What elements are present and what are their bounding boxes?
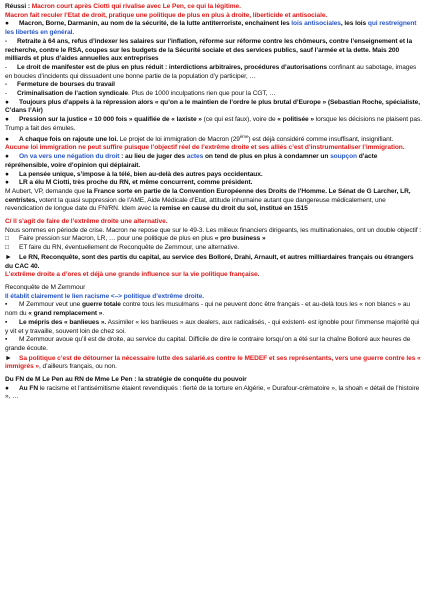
section-fn-heading: Du FN de M Le Pen au RN de Mme Le Pen : la stratégie de conquête du pouvoir xyxy=(5,376,247,384)
bullet-icon: ● xyxy=(5,20,9,28)
bullet-icon: ● xyxy=(5,98,9,106)
section-c-heading: C/ Il s’agit de faire de l’extrême droite une alternative. xyxy=(5,218,168,226)
paragraph-29: ● Au FN le racisme et l’antisémitisme étaient revendiqués : fierté de la torture en Algérie, « Durafour-crématoire », la shoah « détail de l’histoire », … xyxy=(5,384,420,401)
paragraph-7: - Criminalisation de l’action syndicale. Plus de 1000 inculpations rien que pour la CGT, … xyxy=(5,90,276,98)
paragraph-13: ● La pensée unique, s’impose à la télé, bien au-delà des autres pays occidentaux. xyxy=(5,170,263,178)
bullet-icon: ● xyxy=(5,179,9,187)
paragraph-12: ● On va vers une négation du droit : au lieu de juger des actes on tend de plus en plus à condamner un soupçon d’acte répréhensible, voire d’opinion qui déplairait. xyxy=(5,153,378,169)
square-icon: ▪ xyxy=(5,318,8,326)
paragraph-21: L’extrême droite a d’ores et déjà une grande influence sur la vie politique française. xyxy=(5,271,260,279)
paragraph-24: ▪ M Zemmour veut une guerre totale contre tous les musulmans - qui ne peuvent donc être français - et au-delà tous les « non blancs » au nom du « grand remplacement ». xyxy=(5,301,410,318)
paragraph-25: ▪ Le mépris des « banlieues ». Assimiler « les banlieues » aux dealers, aux radicalisés, - qui existent- est ignoble pour l’immense majorité qui y vit et y travaille, souvent loin de chez soi. xyxy=(5,318,420,335)
dash-icon: - xyxy=(5,63,8,71)
square-icon: ▪ xyxy=(5,336,8,344)
paragraph-10: ● A chaque fois on rajoute une loi. Le projet de loi immigration de Macron (29ème) est déjà considéré comme insuffisant, insignifiant. xyxy=(5,133,394,143)
bullet-icon: ● xyxy=(5,384,9,392)
paragraph-9: ● Pression sur la justice « 10 000 fois » qualifiée de « laxiste » (ce qui est faux), voire de « politisée » lorsque les décisions ne plaisent pas. Trump a fait des émules. xyxy=(5,116,422,132)
section-reconquete-heading: Reconquête de M Zemmour xyxy=(5,283,86,291)
arrow-icon: ► xyxy=(5,253,12,261)
paragraph-17: Nous sommes en période de crise. Macron ne repose que sur le 49-3. Les milieux financiers dirigeants, les multinationales, ont un double objectif : xyxy=(5,226,421,234)
headline-red: Macron court après Ciotti qui rivalise avec Le Pen, ce qui la légitime. xyxy=(31,3,241,10)
square-icon: ▪ xyxy=(5,301,8,309)
paragraph-26: ▪ M Zemmour avoue qu’il est de droite, au service du capital. Difficile de dire le contraire lorsqu’on a été sur la chaîne Bolloré aux heures de grande écoute. xyxy=(5,336,411,352)
paragraph-8: ● Toujours plus d’appels à la répression alors « qu’on a le maintien de l’ordre le plus brutal d’Europe » (Sebastian Roche, spécialiste, C’dans l’Air) xyxy=(5,98,421,115)
dash-icon: - xyxy=(5,90,8,98)
hollow-square-icon: □ xyxy=(5,244,9,252)
arrow-icon: ► xyxy=(5,354,12,362)
paragraph-20: ► Le RN, Reconquête, sont des partis du capital, au service des Bolloré, Drahi, Arnault, et autres milliardaires français ou étrangers du CAC 40. xyxy=(5,253,414,270)
paragraph-18: □ Faire pression sur Macron, LR, … pour une politique de plus en plus « pro business » xyxy=(5,235,266,243)
paragraph-3: ● Macron, Borne, Darmanin, au nom de la sécurité, de la lutte antiterroriste, enchaînent les lois antisociales, les lois qui restreignent les libertés en général. xyxy=(5,20,417,37)
paragraph-11: Aucune loi immigration ne peut suffire puisque l’objectif réel de l’extrême droite et ses alliés c’est d’instrumentaliser l’immigration. xyxy=(5,144,405,152)
paragraph-4: - Retraite à 64 ans, refus d’indexer les salaires sur l’inflation, réforme sur réforme contre les chômeurs, contre l’enseignement et la recherche, contre le RSA, coupes sur les budgets de la Sécurité sociale et des services publics, sauf l’armée et la dette. Mais 200 milliards et plus d’aides annuelles aux entreprises xyxy=(5,37,413,63)
paragraph-2: Macron fait reculer l’Etat de droit, pratique une politique de plus en plus à droite, liberticide et antisociale. xyxy=(5,11,328,19)
paragraph-23: Il établit clairement le lien racisme <–> politique d’extrême droite. xyxy=(5,292,204,300)
paragraph-6: - Fermeture de bourses du travail xyxy=(5,81,115,89)
dash-icon: - xyxy=(5,37,8,45)
bullet-icon: ● xyxy=(5,170,9,178)
bullet-icon: ● xyxy=(5,135,9,143)
paragraph-15: M Aubert, VP, demande que la France sorte en partie de la Convention Européenne des Droits de l’Homme. Le Sénat de G Larcher, LR, centristes, votent la quasi suppression de l’AME, Aide Médicale d’Etat, attitude inhumaine autant que dangereuse médicalement, une revendication de longue date du FN/RN. Idem avec la remise en cause du droit du sol, institué en 1515 xyxy=(5,187,411,213)
paragraph-1 xyxy=(5,3,423,12)
paragraph-27: ► Sa politique c’est de détourner la nécessaire lutte des salarié.es contre le MEDEF et ses représentants, vers une guerre contre les « immigrés », d’ailleurs français, ou non. xyxy=(5,354,421,371)
paragraph-14: ● LR a élu M Ciotti, très proche du RN, et même concurrent, comme président. xyxy=(5,179,253,187)
label-reussi: Réussi : xyxy=(5,3,32,10)
bullet-icon: ● xyxy=(5,153,9,161)
bullet-icon: ● xyxy=(5,116,9,124)
paragraph-5: - Le droit de manifester est de plus en plus réduit : interdictions arbitraires, procédures d’autorisations confinant au sabotage, images en boucles d’incidents qui dissuadent une bonne partie de la population d’y participer, … xyxy=(5,63,417,80)
dash-icon: - xyxy=(5,81,8,89)
paragraph-19: □ ET faire du RN, éventuellement de Reconquête de Zemmour, une alternative. xyxy=(5,244,240,252)
hollow-square-icon: □ xyxy=(5,235,9,243)
